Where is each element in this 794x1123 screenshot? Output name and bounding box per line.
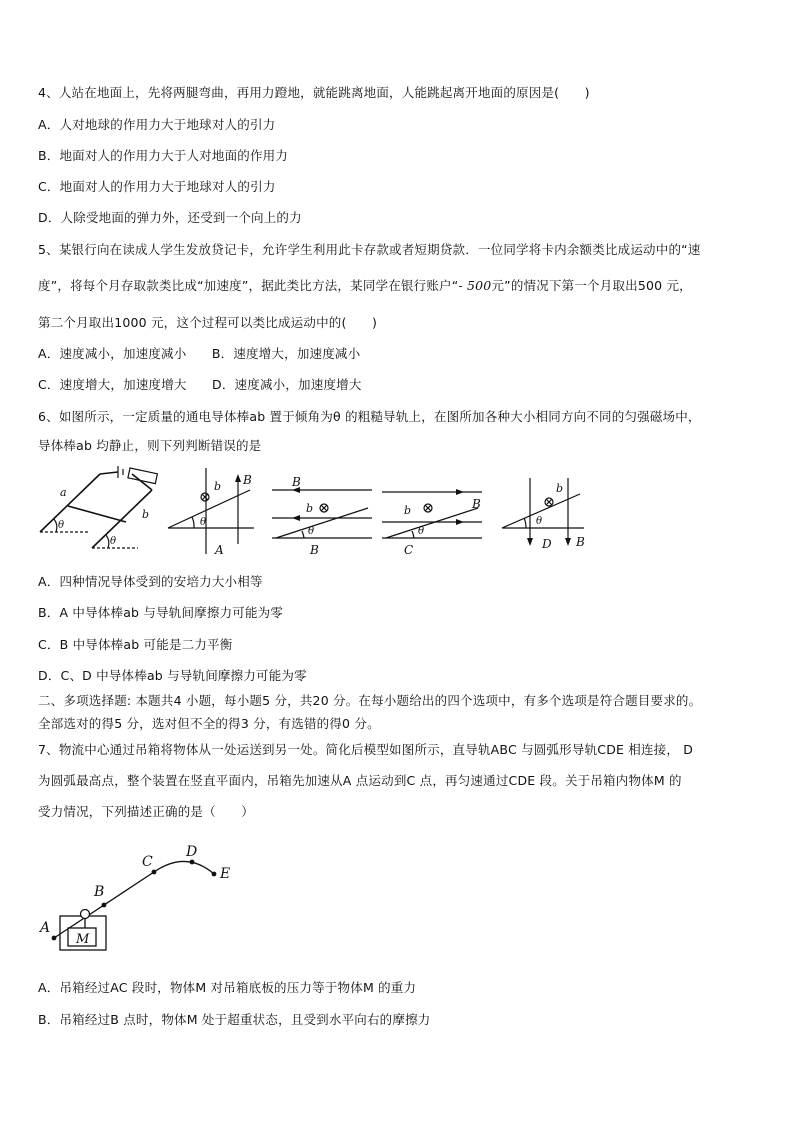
q6-option-b: B．A 中导体棒ab 与导轨间摩擦力可能为零: [38, 605, 284, 620]
q7-label-B: B: [94, 884, 105, 900]
q6-line2: 导体棒ab 均静止，则下列判断错误的是: [38, 438, 262, 453]
q6a-caption: A: [215, 543, 224, 557]
q6-theta-2: θ: [110, 536, 117, 547]
q6-option-a: A．四种情况导体受到的安培力大小相等: [38, 574, 263, 589]
q5-line2-part1: 度”，将每个月存取款类比成“加速度”，据此类比方法，某同学在银行账户“: [38, 278, 459, 293]
q6-label-b: b: [142, 508, 150, 521]
q4-option-c: C．地面对人的作用力大于地球对人的引力: [38, 179, 276, 194]
q6b-label-b: b: [306, 502, 314, 515]
section2-line1: 二、多项选择题: 本题共4 小题，每小题5 分，共20 分。在每小题给出的四个选项中，有多个选项是符合题目要求的。: [38, 693, 702, 708]
q6-figure-d: [500, 474, 596, 554]
q7-label-E: E: [220, 866, 231, 882]
q5-amount: - 500: [458, 278, 492, 293]
q5-line2: [38, 276, 692, 294]
q6d-theta: θ: [536, 516, 543, 527]
q6-option-c: C．B 中导体棒ab 可能是二力平衡: [38, 637, 233, 652]
q7-line1: 7、物流中心通过吊箱将物体从一处运送到另一处。简化后模型如图所示，直导轨ABC 与圆弧形导轨CDE 相连接， D: [38, 742, 694, 757]
q7-label-C: C: [142, 854, 153, 870]
q6-figure-a: [166, 464, 258, 560]
q4-option-d: D．人除受地面的弹力外，还受到一个向上的力: [38, 210, 302, 225]
q4-option-a: A．人对地球的作用力大于地球对人的引力: [38, 117, 276, 132]
q7-option-a: A．吊箱经过AC 段时，物体M 对吊箱底板的压力等于物体M 的重力: [38, 980, 417, 995]
q6a-label-b: b: [214, 480, 222, 493]
q5-options-cd: C．速度增大，加速度增大 D．速度减小，加速度增大: [38, 377, 362, 392]
q7-label-D: D: [186, 844, 198, 860]
q6c-caption: C: [404, 543, 414, 557]
q6d-label-B: B: [576, 535, 585, 549]
q7-label-A: A: [40, 920, 51, 936]
q6-rail-figure: [38, 462, 168, 554]
q6-theta-1: θ: [58, 520, 65, 531]
q6c-theta: θ: [418, 526, 425, 537]
q6b-label-B: B: [292, 475, 301, 489]
q6-figure-c: [382, 474, 486, 558]
q5-line2-part2: 元”的情况下第一个月取出500 元，: [491, 278, 692, 293]
section2-line2: 全部选对的得5 分，选对但不全的得3 分，有选错的得0 分。: [38, 716, 380, 731]
q6c-label-b: b: [404, 504, 412, 517]
q7-track-figure: [36, 836, 246, 956]
q6a-label-B: B: [243, 473, 252, 487]
q6c-label-B: B: [472, 497, 481, 511]
q4-stem: 4、人站在地面上，先将两腿弯曲，再用力蹬地，就能跳离地面，人能跳起离开地面的原因是( ): [38, 85, 590, 100]
q6b-theta: θ: [308, 526, 315, 537]
q5-options-ab: A．速度减小，加速度减小 B．速度增大，加速度减小: [38, 346, 361, 361]
q6-option-d: D．C、D 中导体棒ab 与导轨间摩擦力可能为零: [38, 668, 307, 683]
q7-line2: 为圆弧最高点，整个装置在竖直平面内，吊箱先加速从A 点运动到C 点，再匀速通过CDE 段。关于吊箱内物体M 的: [38, 773, 682, 788]
q5-line3: 第二个月取出1000 元，这个过程可以类比成运动中的( ): [38, 315, 378, 330]
q7-line3: 受力情况，下列描述正确的是（ ）: [38, 804, 254, 819]
q6-label-a: a: [60, 486, 67, 499]
q5-line1: 5、某银行向在读成人学生发放贷记卡，允许学生利用此卡存款或者短期贷款．一位同学将卡内余额类比成运动中的“速: [38, 242, 701, 257]
q6-figure-b: [272, 474, 374, 558]
q4-option-b: B．地面对人的作用力大于人对地面的作用力: [38, 148, 289, 163]
q7-option-b: B．吊箱经过B 点时，物体M 处于超重状态，且受到水平向右的摩擦力: [38, 1012, 431, 1027]
q6d-label-b: b: [556, 482, 564, 495]
q6d-caption: D: [542, 537, 552, 551]
q6a-theta: θ: [200, 517, 207, 528]
q6b-caption: B: [310, 543, 319, 557]
q6-line1: 6、如图所示，一定质量的通电导体棒ab 置于倾角为θ 的粗糙导轨上，在图所加各种大小相同方向不同的匀强磁场中，: [38, 409, 701, 424]
q7-label-M: M: [76, 932, 90, 947]
